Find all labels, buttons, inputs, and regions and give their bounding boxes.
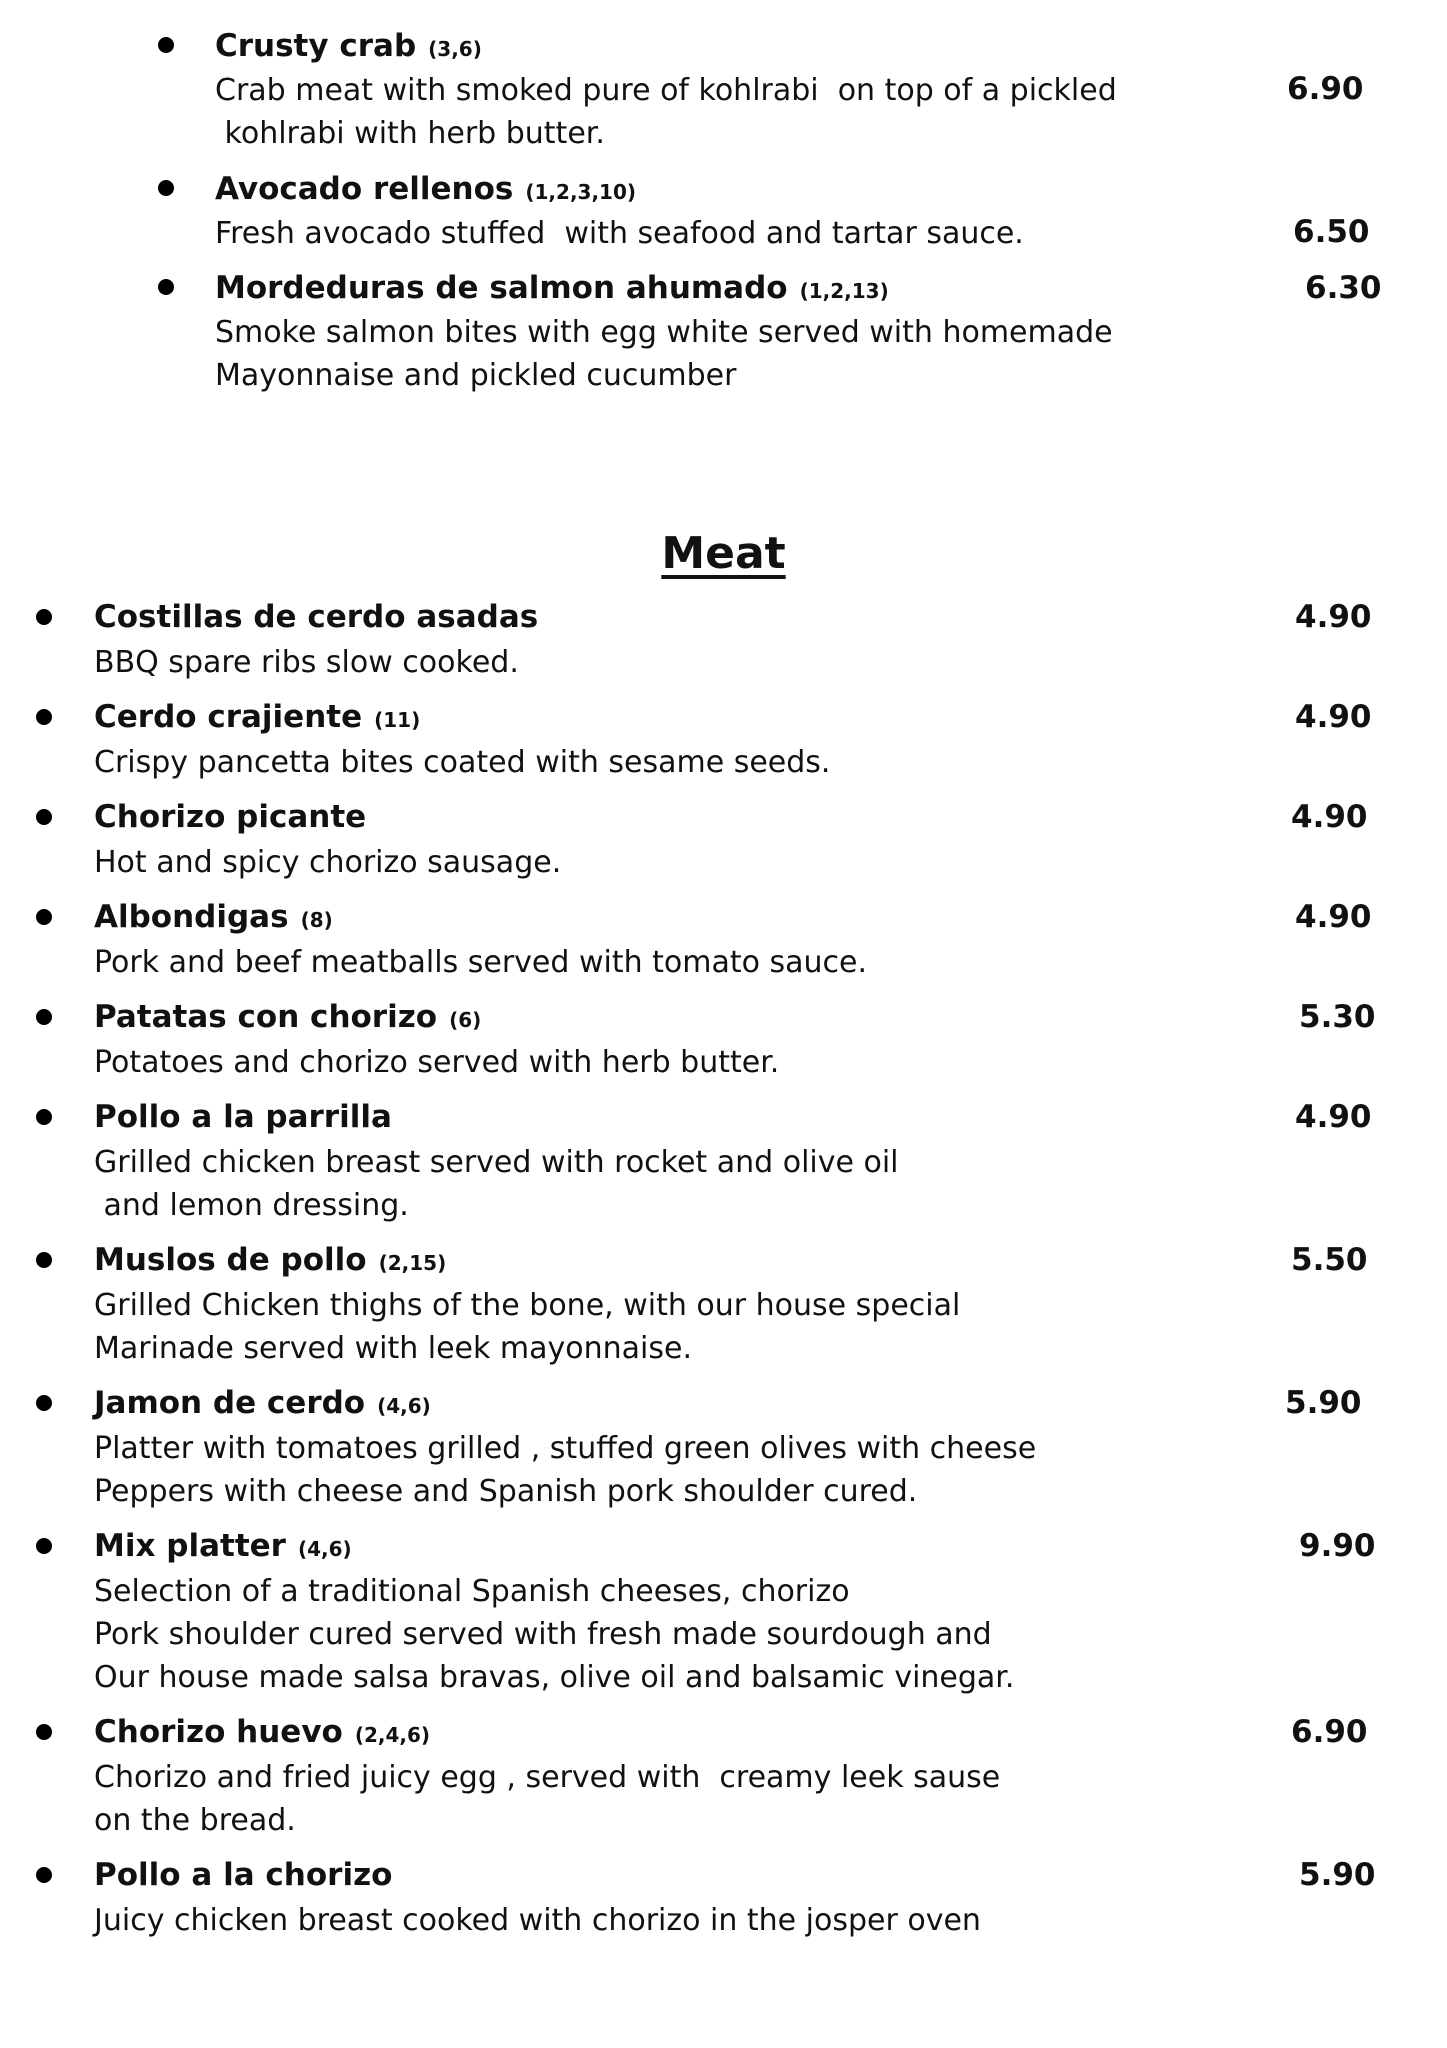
item-price: 4.90	[1295, 599, 1372, 635]
allergen-codes: (3,6)	[428, 37, 482, 61]
item-name: Crusty crab (3,6)	[215, 28, 482, 64]
bullet-icon	[36, 1009, 52, 1025]
item-price: 4.90	[1291, 799, 1368, 835]
item-name: Mix platter (4,6)	[94, 1528, 352, 1564]
item-price: 4.90	[1295, 899, 1372, 935]
item-name: Cerdo crajiente (11)	[94, 699, 421, 735]
item-description: Chorizo and fried juicy egg , served with creamy leek sause on the bread.	[94, 1760, 1001, 1838]
item-name: Avocado rellenos (1,2,3,10)	[215, 171, 637, 207]
item-description: Selection of a traditional Spanish cheeses, chorizo Pork shoulder cured served with fresh made sourdough and Our house made salsa bravas, olive oil and balsamic vinegar.	[94, 1574, 1015, 1695]
item-price: 6.50	[1293, 214, 1370, 250]
item-name: Jamon de cerdo (4,6)	[94, 1385, 431, 1421]
allergen-codes: (2,15)	[378, 1251, 447, 1275]
item-price: 4.90	[1295, 1099, 1372, 1135]
item-description: Fresh avocado stuffed with seafood and tartar sauce.	[215, 216, 1024, 251]
item-description: Grilled Chicken thighs of the bone, with our house special Marinade served with leek mayonnaise.	[94, 1288, 961, 1366]
allergen-codes: (1,2,3,10)	[525, 180, 637, 204]
item-description: BBQ spare ribs slow cooked.	[94, 645, 519, 680]
bullet-icon	[36, 1867, 52, 1883]
allergen-codes: (4,6)	[297, 1537, 352, 1561]
bullet-icon	[36, 909, 52, 925]
bullet-icon	[36, 609, 52, 625]
item-name: Mordeduras de salmon ahumado (1,2,13)	[215, 270, 889, 306]
item-description: Potatoes and chorizo served with herb butter.	[94, 1045, 780, 1080]
item-description: Grilled chicken breast served with rocket and olive oil and lemon dressing.	[94, 1145, 899, 1223]
bullet-icon	[36, 1724, 52, 1740]
bullet-icon	[36, 1538, 52, 1554]
item-name: Pollo a la chorizo	[94, 1857, 393, 1893]
item-name: Albondigas (8)	[94, 899, 333, 935]
bullet-icon	[36, 1109, 52, 1125]
item-name: Chorizo picante	[94, 799, 367, 835]
bullet-icon	[36, 1252, 52, 1268]
item-name: Chorizo huevo (2,4,6)	[94, 1714, 431, 1750]
allergen-codes: (4,6)	[377, 1394, 431, 1418]
item-price: 5.30	[1299, 999, 1376, 1035]
allergen-codes: (8)	[300, 908, 333, 932]
item-name: Pollo a la parrilla	[94, 1099, 392, 1135]
bullet-icon	[36, 709, 52, 725]
allergen-codes: (1,2,13)	[799, 279, 889, 303]
bullet-icon	[158, 279, 174, 295]
item-name: Costillas de cerdo asadas	[94, 599, 539, 635]
section-title-meat: Meat	[661, 528, 786, 579]
item-description: Platter with tomatoes grilled , stuffed green olives with cheese Peppers with cheese and Spanish pork shoulder cured.	[94, 1431, 1037, 1509]
item-name: Patatas con chorizo (6)	[94, 999, 482, 1035]
item-price: 5.90	[1285, 1385, 1362, 1421]
bullet-icon	[36, 809, 52, 825]
item-description: Crab meat with smoked pure of kohlrabi on top of a pickled kohlrabi with herb butter.	[215, 73, 1117, 151]
item-price: 4.90	[1295, 699, 1372, 735]
allergen-codes: (11)	[374, 708, 421, 732]
item-price: 9.90	[1299, 1528, 1376, 1564]
item-name: Muslos de pollo (2,15)	[94, 1242, 447, 1278]
item-description: Pork and beef meatballs served with tomato sauce.	[94, 945, 868, 980]
bullet-icon	[36, 1395, 52, 1411]
item-price: 6.30	[1305, 270, 1382, 306]
item-price: 5.90	[1299, 1857, 1376, 1893]
item-description: Hot and spicy chorizo sausage.	[94, 845, 562, 880]
bullet-icon	[158, 37, 174, 53]
item-description: Crispy pancetta bites coated with sesame seeds.	[94, 745, 831, 780]
item-description: Juicy chicken breast cooked with chorizo in the josper oven	[94, 1903, 981, 1938]
item-price: 5.50	[1291, 1242, 1368, 1278]
item-price: 6.90	[1291, 1714, 1368, 1750]
item-description: Smoke salmon bites with egg white served with homemade Mayonnaise and pickled cucumber	[215, 315, 1113, 393]
bullet-icon	[158, 180, 174, 196]
allergen-codes: (6)	[449, 1008, 482, 1032]
allergen-codes: (2,4,6)	[354, 1723, 431, 1747]
item-price: 6.90	[1287, 71, 1364, 107]
